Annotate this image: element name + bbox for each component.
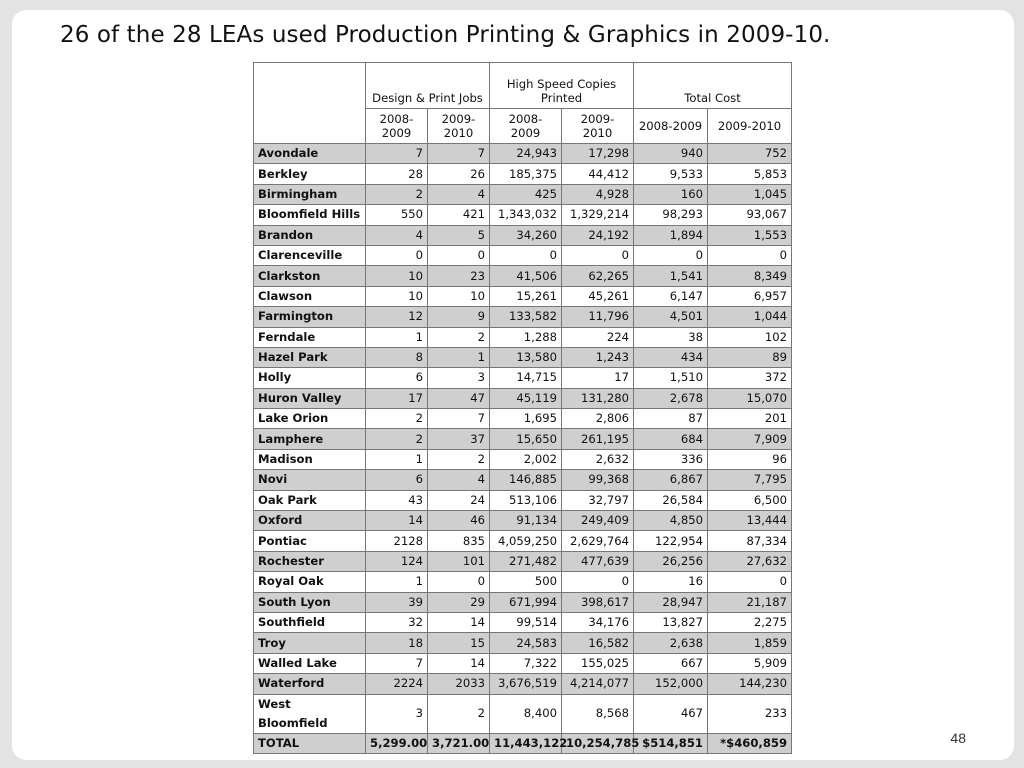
table-cell: 144,230 <box>708 674 792 694</box>
lea-name: Waterford <box>254 674 366 694</box>
lea-name: Farmington <box>254 307 366 327</box>
table-row <box>254 531 792 551</box>
lea-name: Bloomfield Hills <box>254 205 366 225</box>
table-cell: 684 <box>634 429 708 449</box>
table-cell: 38 <box>634 327 708 347</box>
table-cell: 26 <box>428 164 490 184</box>
table-row <box>254 674 792 694</box>
table-cell: 425 <box>490 184 562 204</box>
table-cell: 1,553 <box>708 225 792 245</box>
table-cell: 0 <box>562 245 634 265</box>
table-cell: 2128 <box>366 531 428 551</box>
table-cell: 261,195 <box>562 429 634 449</box>
lea-name: Clarkston <box>254 266 366 286</box>
table-cell: 152,000 <box>634 674 708 694</box>
table-cell: 10 <box>366 286 428 306</box>
table-cell: 16,582 <box>562 633 634 653</box>
printing-table-container <box>253 62 793 754</box>
table-cell: 1,243 <box>562 347 634 367</box>
table-cell: 2,806 <box>562 409 634 429</box>
lea-name: Oak Park <box>254 490 366 510</box>
table-cell: 10 <box>428 286 490 306</box>
table-cell: 101 <box>428 551 490 571</box>
table-cell: 43 <box>366 490 428 510</box>
table-cell: 8,349 <box>708 266 792 286</box>
table-cell: 2 <box>428 449 490 469</box>
table-cell: 87 <box>634 409 708 429</box>
table-cell: 1,695 <box>490 409 562 429</box>
table-cell: 4,850 <box>634 511 708 531</box>
table-cell: 14 <box>428 612 490 632</box>
table-cell: 131,280 <box>562 388 634 408</box>
table-cell: 6,147 <box>634 286 708 306</box>
table-cell: 2 <box>366 409 428 429</box>
table-cell: 98,293 <box>634 205 708 225</box>
lea-name: Hazel Park <box>254 347 366 367</box>
table-cell: 2,629,764 <box>562 531 634 551</box>
table-cell: 87,334 <box>708 531 792 551</box>
table-cell: 146,885 <box>490 470 562 490</box>
table-cell: 34,176 <box>562 612 634 632</box>
table-cell: 1,288 <box>490 327 562 347</box>
lea-name: Lake Orion <box>254 409 366 429</box>
header-year: 2009-2010 <box>708 109 792 144</box>
table-cell: 4 <box>428 470 490 490</box>
table-cell: 91,134 <box>490 511 562 531</box>
table-cell: 4,059,250 <box>490 531 562 551</box>
total-label: TOTAL <box>254 733 366 753</box>
table-row <box>254 551 792 571</box>
table-cell: 1,859 <box>708 633 792 653</box>
table-cell: 102 <box>708 327 792 347</box>
table-cell: 17 <box>562 368 634 388</box>
table-cell: 160 <box>634 184 708 204</box>
table-row <box>254 286 792 306</box>
table-row <box>254 164 792 184</box>
table-cell: 6,867 <box>634 470 708 490</box>
table-cell: 336 <box>634 449 708 469</box>
table-cell: 7 <box>428 409 490 429</box>
table-cell: 0 <box>708 572 792 592</box>
table-cell: 13,444 <box>708 511 792 531</box>
lea-name: Brandon <box>254 225 366 245</box>
table-cell: 24,192 <box>562 225 634 245</box>
table-row <box>254 612 792 632</box>
lea-name: Novi <box>254 470 366 490</box>
lea-name: Avondale <box>254 144 366 164</box>
table-cell: 249,409 <box>562 511 634 531</box>
table-cell: 2,678 <box>634 388 708 408</box>
table-cell: 46 <box>428 511 490 531</box>
table-cell: 1,343,032 <box>490 205 562 225</box>
table-row <box>254 388 792 408</box>
table-cell: 224 <box>562 327 634 347</box>
table-cell: 32,797 <box>562 490 634 510</box>
table-cell: 2,275 <box>708 612 792 632</box>
table-cell: 201 <box>708 409 792 429</box>
table-row <box>254 347 792 367</box>
table-cell: 34,260 <box>490 225 562 245</box>
table-cell: 15 <box>428 633 490 653</box>
table-row <box>254 429 792 449</box>
header-blank-lower <box>254 109 366 144</box>
table-cell: 28 <box>366 164 428 184</box>
table-cell: 513,106 <box>490 490 562 510</box>
table-cell: 1,510 <box>634 368 708 388</box>
table-cell: 4 <box>366 225 428 245</box>
table-cell: 550 <box>366 205 428 225</box>
header-year: 2009-2010 <box>428 109 490 144</box>
table-cell: 0 <box>366 245 428 265</box>
table-cell: 1 <box>366 572 428 592</box>
table-cell: 13,827 <box>634 612 708 632</box>
table-row <box>254 592 792 612</box>
lea-name: Huron Valley <box>254 388 366 408</box>
table-cell: 17,298 <box>562 144 634 164</box>
table-cell: 26,256 <box>634 551 708 571</box>
table-cell: 2224 <box>366 674 428 694</box>
printing-table <box>253 62 792 754</box>
group-header-row <box>254 63 792 109</box>
table-cell: 7 <box>366 144 428 164</box>
header-design-print-jobs: Design & Print Jobs <box>366 63 490 109</box>
table-body <box>254 144 792 734</box>
lea-name: Lamphere <box>254 429 366 449</box>
table-row <box>254 266 792 286</box>
lea-name: Berkley <box>254 164 366 184</box>
table-row <box>254 245 792 265</box>
table-cell: 0 <box>428 572 490 592</box>
table-cell: 14,715 <box>490 368 562 388</box>
lea-name: Clawson <box>254 286 366 306</box>
table-cell: 2,632 <box>562 449 634 469</box>
table-cell: 7 <box>366 653 428 673</box>
table-row <box>254 307 792 327</box>
total-cell: *$460,859 <box>708 733 792 753</box>
total-cell: 5,299.00 <box>366 733 428 753</box>
table-cell: 32 <box>366 612 428 632</box>
table-cell: 13,580 <box>490 347 562 367</box>
table-cell: 8,400 <box>490 694 562 733</box>
lea-name: Madison <box>254 449 366 469</box>
table-cell: 1 <box>366 449 428 469</box>
table-cell: 3,676,519 <box>490 674 562 694</box>
lea-name: Holly <box>254 368 366 388</box>
table-cell: 14 <box>428 653 490 673</box>
table-cell: 8 <box>366 347 428 367</box>
lea-name: Royal Oak <box>254 572 366 592</box>
table-cell: 133,582 <box>490 307 562 327</box>
table-row <box>254 327 792 347</box>
table-cell: 2,638 <box>634 633 708 653</box>
table-row <box>254 409 792 429</box>
table-row <box>254 144 792 164</box>
table-cell: 18 <box>366 633 428 653</box>
table-cell: 23 <box>428 266 490 286</box>
total-cell: 11,443,122 <box>490 733 562 753</box>
table-cell: 2 <box>428 694 490 733</box>
table-cell: 271,482 <box>490 551 562 571</box>
table-cell: 11,796 <box>562 307 634 327</box>
table-cell: 122,954 <box>634 531 708 551</box>
header-year: 2008-2009 <box>634 109 708 144</box>
table-cell: 4,501 <box>634 307 708 327</box>
year-header-row <box>254 109 792 144</box>
header-total-cost: Total Cost <box>634 63 792 109</box>
table-cell: 477,639 <box>562 551 634 571</box>
table-cell: 62,265 <box>562 266 634 286</box>
table-cell: 27,632 <box>708 551 792 571</box>
lea-name: South Lyon <box>254 592 366 612</box>
table-cell: 44,412 <box>562 164 634 184</box>
table-cell: 2 <box>428 327 490 347</box>
table-cell: 28,947 <box>634 592 708 612</box>
table-row <box>254 449 792 469</box>
table-cell: 3 <box>428 368 490 388</box>
header-year: 2008-2009 <box>366 109 428 144</box>
table-cell: 421 <box>428 205 490 225</box>
table-cell: 6,500 <box>708 490 792 510</box>
table-cell: 1,045 <box>708 184 792 204</box>
table-cell: 0 <box>634 245 708 265</box>
table-cell: 99,368 <box>562 470 634 490</box>
table-cell: 6,957 <box>708 286 792 306</box>
table-cell: 372 <box>708 368 792 388</box>
lea-name: Clarenceville <box>254 245 366 265</box>
total-cell: $514,851 <box>634 733 708 753</box>
total-cell: 3,721.00 <box>428 733 490 753</box>
table-cell: 940 <box>634 144 708 164</box>
table-cell: 89 <box>708 347 792 367</box>
table-cell: 5 <box>428 225 490 245</box>
lea-name: Ferndale <box>254 327 366 347</box>
table-cell: 3 <box>366 694 428 733</box>
table-cell: 124 <box>366 551 428 571</box>
table-row <box>254 490 792 510</box>
table-cell: 10 <box>366 266 428 286</box>
table-row <box>254 225 792 245</box>
lea-name: Birmingham <box>254 184 366 204</box>
table-row <box>254 694 792 733</box>
lea-name: Pontiac <box>254 531 366 551</box>
header-blank <box>254 63 366 109</box>
table-cell: 9,533 <box>634 164 708 184</box>
total-row <box>254 733 792 753</box>
table-cell: 29 <box>428 592 490 612</box>
table-cell: 15,070 <box>708 388 792 408</box>
table-row <box>254 205 792 225</box>
table-cell: 37 <box>428 429 490 449</box>
table-row <box>254 572 792 592</box>
table-cell: 16 <box>634 572 708 592</box>
table-cell: 1,894 <box>634 225 708 245</box>
table-cell: 671,994 <box>490 592 562 612</box>
table-cell: 4 <box>428 184 490 204</box>
table-cell: 2,002 <box>490 449 562 469</box>
lea-name: West Bloomfield <box>254 694 366 733</box>
table-cell: 0 <box>428 245 490 265</box>
table-cell: 7,795 <box>708 470 792 490</box>
table-cell: 4,928 <box>562 184 634 204</box>
table-cell: 45,261 <box>562 286 634 306</box>
table-cell: 1,329,214 <box>562 205 634 225</box>
table-cell: 1,541 <box>634 266 708 286</box>
table-cell: 233 <box>708 694 792 733</box>
table-cell: 467 <box>634 694 708 733</box>
table-cell: 1 <box>366 327 428 347</box>
table-cell: 99,514 <box>490 612 562 632</box>
header-year: 2008-2009 <box>490 109 562 144</box>
total-cell: 10,254,785 <box>562 733 634 753</box>
table-cell: 667 <box>634 653 708 673</box>
table-row <box>254 470 792 490</box>
lea-name: Rochester <box>254 551 366 571</box>
table-cell: 5,853 <box>708 164 792 184</box>
lea-name: Southfield <box>254 612 366 632</box>
table-cell: 24,583 <box>490 633 562 653</box>
table-cell: 6 <box>366 368 428 388</box>
table-row <box>254 653 792 673</box>
lea-name: Oxford <box>254 511 366 531</box>
table-cell: 155,025 <box>562 653 634 673</box>
table-cell: 434 <box>634 347 708 367</box>
table-cell: 6 <box>366 470 428 490</box>
table-row <box>254 511 792 531</box>
table-cell: 0 <box>562 572 634 592</box>
table-row <box>254 184 792 204</box>
table-cell: 7 <box>428 144 490 164</box>
table-cell: 41,506 <box>490 266 562 286</box>
table-cell: 8,568 <box>562 694 634 733</box>
table-cell: 9 <box>428 307 490 327</box>
table-cell: 5,909 <box>708 653 792 673</box>
table-cell: 93,067 <box>708 205 792 225</box>
table-cell: 500 <box>490 572 562 592</box>
slide <box>12 10 1014 760</box>
table-cell: 7,909 <box>708 429 792 449</box>
table-cell: 12 <box>366 307 428 327</box>
table-cell: 7,322 <box>490 653 562 673</box>
table-cell: 4,214,077 <box>562 674 634 694</box>
table-cell: 0 <box>708 245 792 265</box>
page-number: 48 <box>950 730 966 746</box>
table-cell: 26,584 <box>634 490 708 510</box>
table-cell: 24 <box>428 490 490 510</box>
table-cell: 2 <box>366 184 428 204</box>
header-high-speed-copies: High Speed Copies Printed <box>490 63 634 109</box>
table-cell: 47 <box>428 388 490 408</box>
table-cell: 0 <box>490 245 562 265</box>
table-cell: 1 <box>428 347 490 367</box>
table-cell: 17 <box>366 388 428 408</box>
table-cell: 14 <box>366 511 428 531</box>
table-cell: 1,044 <box>708 307 792 327</box>
table-row <box>254 368 792 388</box>
table-cell: 15,261 <box>490 286 562 306</box>
table-cell: 398,617 <box>562 592 634 612</box>
table-cell: 39 <box>366 592 428 612</box>
table-cell: 24,943 <box>490 144 562 164</box>
table-cell: 15,650 <box>490 429 562 449</box>
table-cell: 2 <box>366 429 428 449</box>
table-cell: 835 <box>428 531 490 551</box>
lea-name: Walled Lake <box>254 653 366 673</box>
table-cell: 45,119 <box>490 388 562 408</box>
slide-title: 26 of the 28 LEAs used Production Printing & Graphics in 2009-10. <box>60 22 831 48</box>
table-cell: 2033 <box>428 674 490 694</box>
table-cell: 185,375 <box>490 164 562 184</box>
table-row <box>254 633 792 653</box>
table-cell: 96 <box>708 449 792 469</box>
lea-name: Troy <box>254 633 366 653</box>
header-year: 2009-2010 <box>562 109 634 144</box>
table-cell: 21,187 <box>708 592 792 612</box>
table-cell: 752 <box>708 144 792 164</box>
